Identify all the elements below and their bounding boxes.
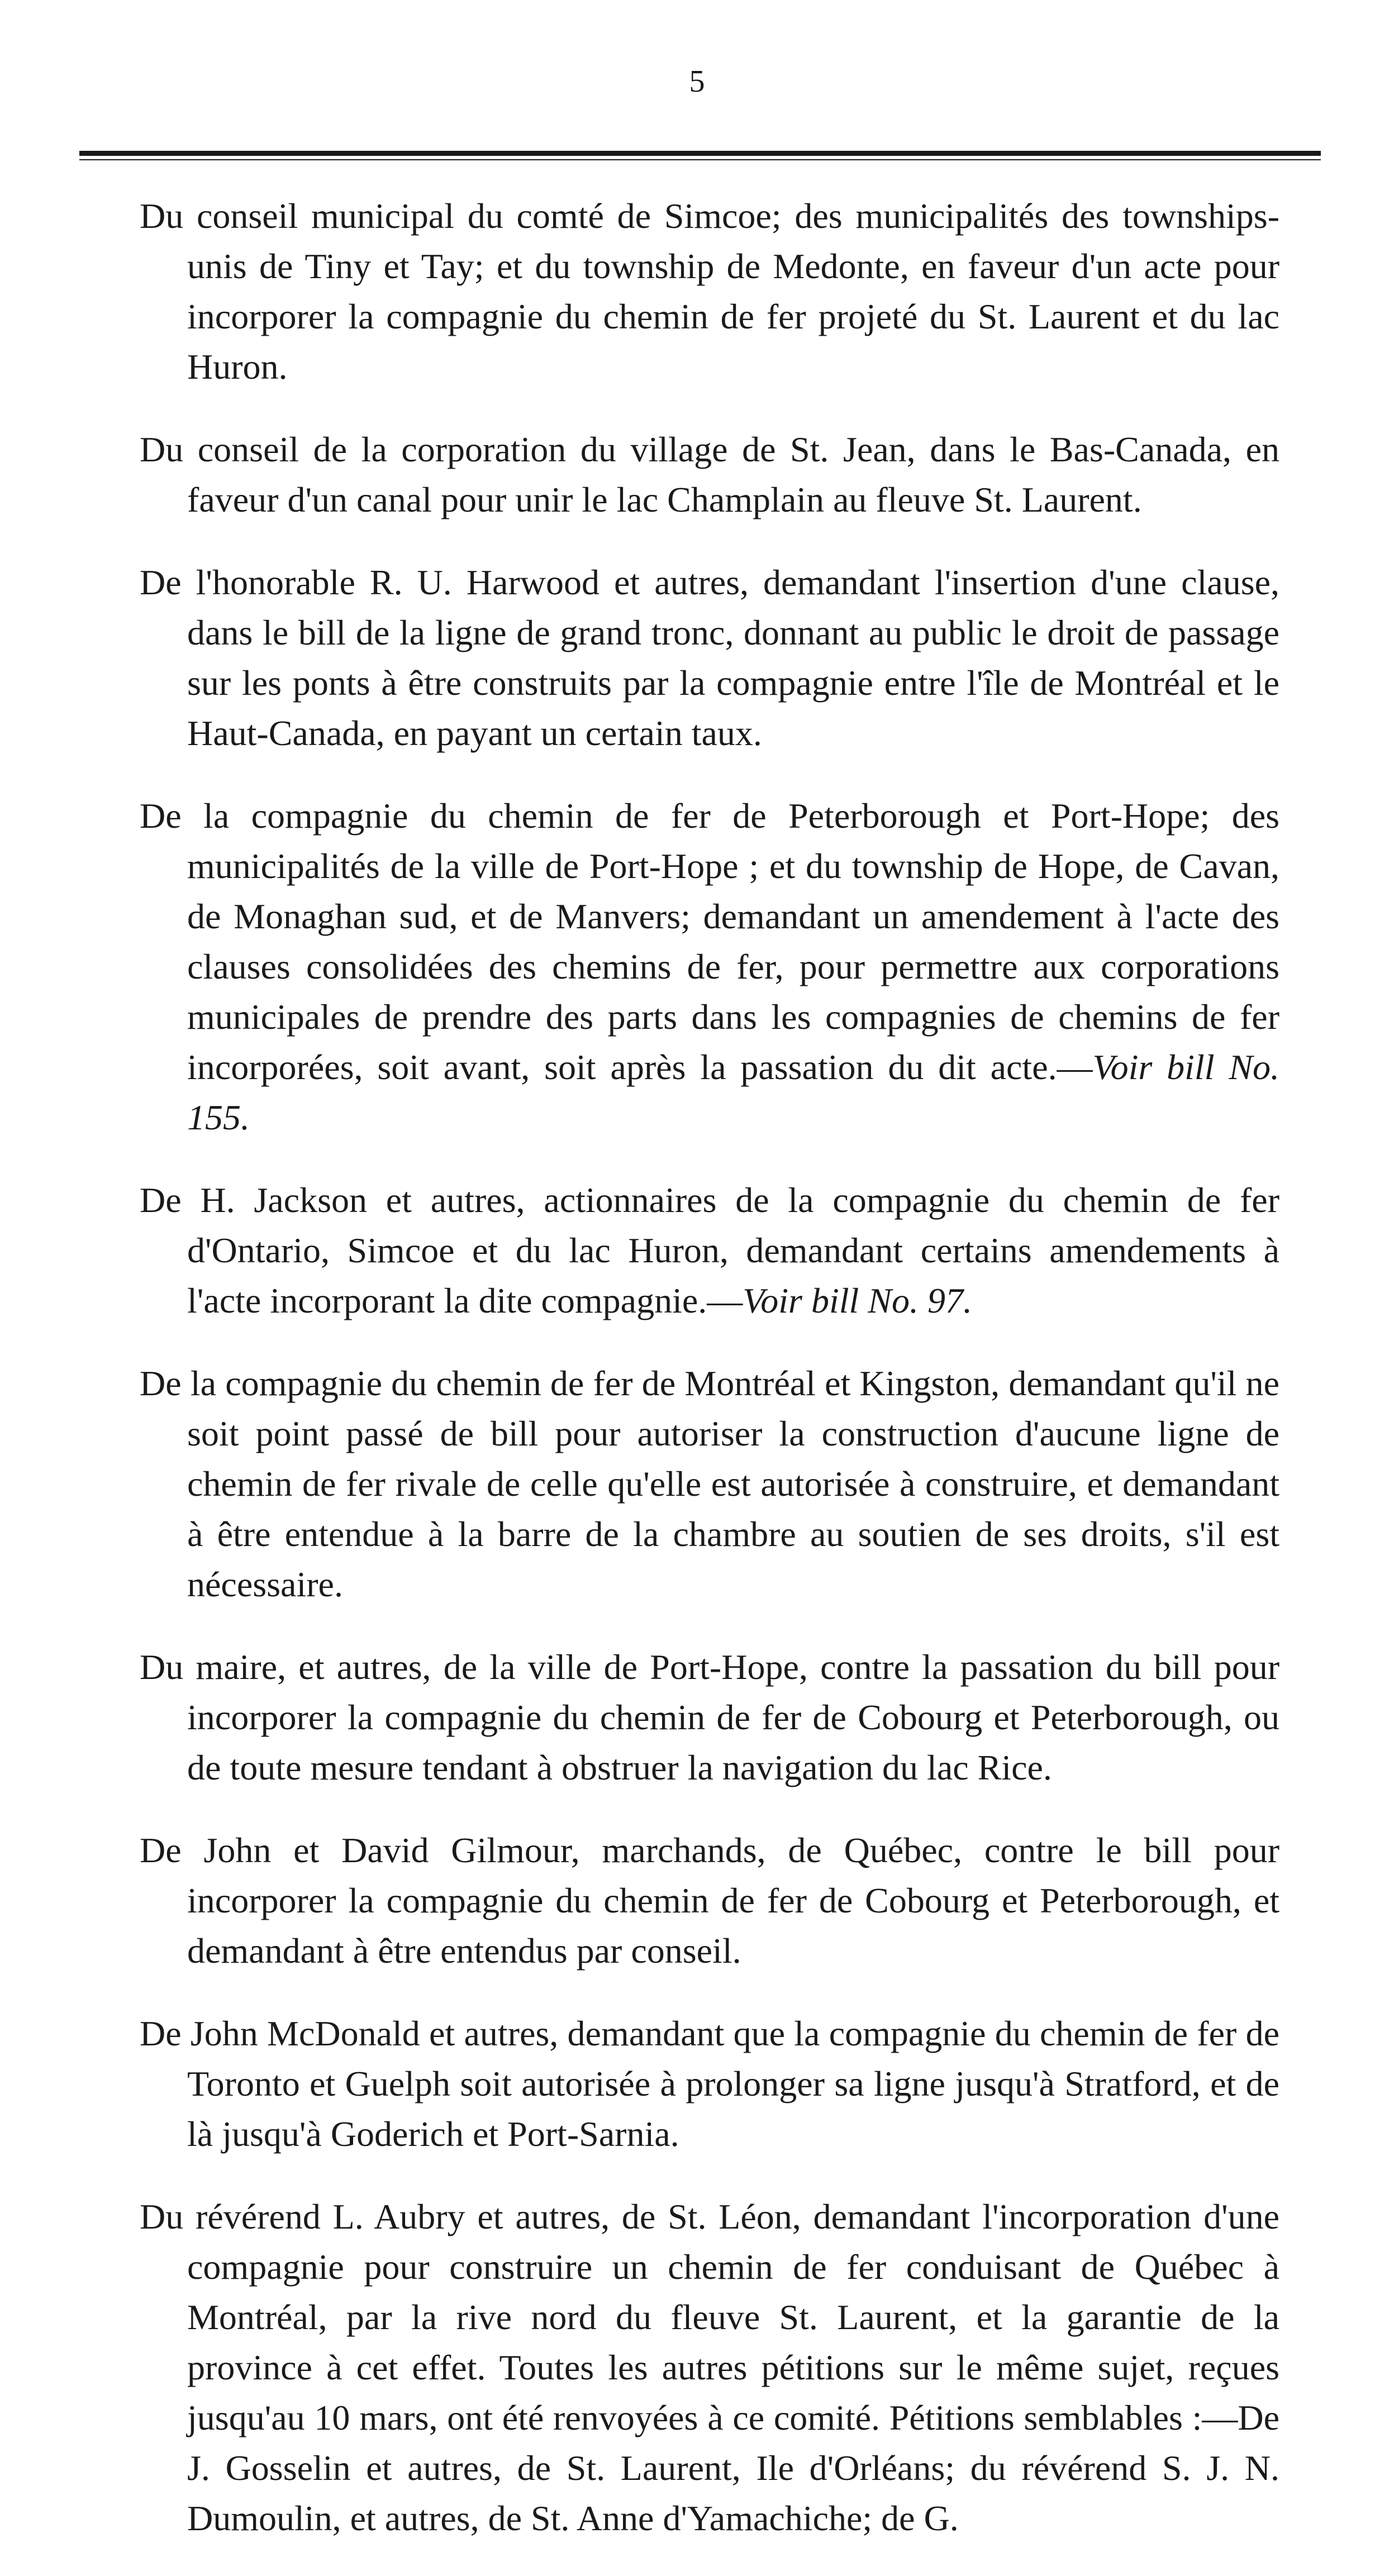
bill-reference: Voir bill No. 155. [187, 1047, 1280, 1137]
petition-text: De l'honorable R. U. Harwood et autres, demandant l'insertion d'une clause, dans le bill de la ligne de grand tronc, donnant au public le droit de passage sur les ponts à être construits par la compagnie entre l'île de Montréal et le Haut-Canada, en payant un certain taux. [140, 562, 1279, 753]
petition-entry [140, 191, 1279, 392]
petition-text: De John et David Gilmour, marchands, de Québec, contre le bill pour incorporer la compagnie du chemin de fer de Cobourg et Peterborough, et demandant à être entendus par conseil. [140, 1830, 1279, 1971]
petition-text: Du conseil municipal du comté de Simcoe; des municipalités des townships-unis de Tiny et Tay; et du township de Medonte, en faveur d'un acte pour incorporer la compagnie du chemin de fer projeté du St. Laurent et du lac Huron. [140, 196, 1279, 387]
petition-entry [140, 1825, 1279, 1976]
petition-entry [140, 1358, 1279, 1610]
petition-text: Du conseil de la corporation du village de St. Jean, dans le Bas-Canada, en faveur d'un canal pour unir le lac Champlain au fleuve St. Laurent. [140, 430, 1279, 519]
petition-text: De John McDonald et autres, demandant que la compagnie du chemin de fer de Toronto et Guelph soit autorisée à prolonger sa ligne jusqu'à Stratford, et de là jusqu'à Goderich et Port-Sarnia. [140, 2014, 1279, 2154]
petition-text: Du maire, et autres, de la ville de Port-Hope, contre la passation du bill pour incorporer la compagnie du chemin de fer de Cobourg et Peterborough, ou de toute mesure tendant à obstruer la navigation du lac Rice. [140, 1647, 1279, 1787]
petition-entry [140, 791, 1279, 1143]
petition-entry [140, 2192, 1279, 2544]
petition-entry [140, 424, 1279, 525]
petition-text: De H. Jackson et autres, actionnaires de la compagnie du chemin de fer d'Ontario, Simcoe et du lac Huron, demandant certains amendements à l'acte incorporant la dite compagnie.— [140, 1180, 1279, 1320]
petition-text: Du révérend L. Aubry et autres, de St. Léon, demandant l'incorporation d'une compagnie pour construire un chemin de fer conduisant de Québec à Montréal, par la rive nord du fleuve St. Laurent, et la garantie de la province à cet effet. Toutes les autres pétitions sur le même sujet, reçues jusqu'au 10 mars, ont été renvoyées à ce comité. Pétitions semblables :—De J. Gosselin et autres, de St. Laurent, Ile d'Orléans; du révérend S. J. N. Dumoulin, et autres, de St. Anne d'Yamachiche; de G. [140, 2197, 1279, 2538]
petition-entry [140, 1642, 1279, 1793]
petition-text: De la compagnie du chemin de fer de Peterborough et Port-Hope; des municipalités de la ville de Port-Hope ; et du township de Hope, de Cavan, de Monaghan sud, et de Manvers; demandant un amendement à l'acte des clauses consolidées des chemins de fer, pour permettre aux corporations municipales de prendre des parts dans les compagnies de chemins de fer incorporées, soit avant, soit après la passation du dit acte.— [140, 796, 1279, 1087]
header-rule-fine [79, 159, 1321, 160]
bill-reference: Voir bill No. 97. [743, 1281, 972, 1320]
petition-text: De la compagnie du chemin de fer de Montréal et Kingston, demandant qu'il ne soit point passé de bill pour autoriser la construction d'aucune ligne de chemin de fer rivale de celle qu'elle est autorisée à construire, et demandant à être entendue à la barre de la chambre au soutien de ses droits, s'il est nécessaire. [140, 1363, 1279, 1604]
petition-entry [140, 2009, 1279, 2159]
petition-list [140, 191, 1279, 2576]
petition-entry [140, 557, 1279, 759]
petition-entry [140, 1175, 1279, 1326]
page-number: 5 [689, 64, 705, 99]
header-rule [79, 151, 1321, 156]
